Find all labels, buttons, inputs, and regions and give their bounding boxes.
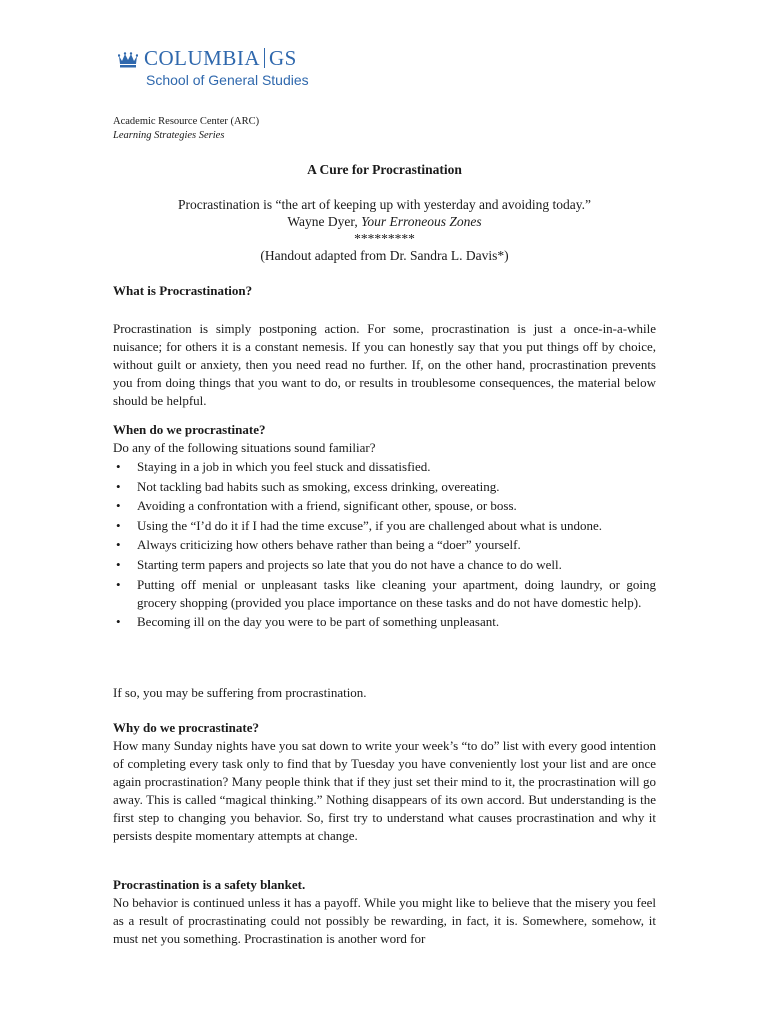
crown-icon <box>118 52 138 68</box>
safety-heading: Procrastination is a safety blanket. <box>113 877 306 892</box>
handout-adapted-line: (Handout adapted from Dr. Sandra L. Davis*) <box>260 248 509 263</box>
list-item: • Always criticizing how others behave rather than being a “doer” yourself. <box>113 536 656 554</box>
list-item: • Not tackling bad habits such as smoking, excess drinking, overeating. <box>113 478 656 496</box>
why-body: How many Sunday nights have you sat down to write your week’s “to do” list with every good intention of completing every task only to find that by Tuesday you have conveniently lost your list and are once again procrastination? Many people think that if they just set their mind to it, the procrastination will go away. This is called “magical thinking.” Nothing disappears of its own accord. But understanding is the first step to changing you behavior. So, first try to understand what causes procrastination and why it persists despite momentary attempts at change. <box>113 738 656 843</box>
when-conclusion: If so, you may be suffering from procrastination. <box>113 685 367 700</box>
why-heading: Why do we procrastinate? <box>113 720 260 735</box>
logo-subtitle: School of General Studies <box>146 72 309 88</box>
logo-abbr: GS <box>269 46 297 70</box>
when-intro: Do any of the following situations sound familiar? <box>113 440 376 455</box>
list-item: • Putting off menial or unpleasant tasks like cleaning your apartment, doing laundry, or going grocery shopping (provided you place importance on these tasks and do not have domestic help). <box>113 576 656 612</box>
document-title: A Cure for Procrastination <box>307 162 462 177</box>
logo-wordmark <box>144 46 297 70</box>
resource-center-line: Academic Resource Center (ARC) <box>113 116 260 127</box>
list-item: • Avoiding a confrontation with a friend, significant other, spouse, or boss. <box>113 497 656 515</box>
list-item: • Using the “I’d do it if I had the time excuse”, if you are challenged about what is undone. <box>113 517 656 535</box>
situations-list <box>113 458 656 633</box>
logo-name: COLUMBIA <box>144 46 261 70</box>
quote-text: Procrastination is “the art of keeping up with yesterday and avoiding today.” <box>177 197 591 212</box>
quote-author: Wayne Dyer, <box>287 214 362 229</box>
series-line: Learning Strategies Series <box>113 130 225 141</box>
quote-separator: ********* <box>354 231 415 246</box>
what-heading: What is Procrastination? <box>113 283 253 298</box>
list-item: • Starting term papers and projects so late that you do not have a chance to do well. <box>113 556 656 574</box>
list-item: • Becoming ill on the day you were to be part of something unpleasant. <box>113 613 656 631</box>
when-heading: When do we procrastinate? <box>113 422 266 437</box>
logo-divider <box>264 48 265 68</box>
list-item: • Staying in a job in which you feel stuck and dissatisfied. <box>113 458 656 476</box>
quote-book: Your Erroneous Zones <box>361 214 482 229</box>
safety-body: No behavior is continued unless it has a payoff. While you might like to believe that the misery you feel as a result of procrastinating could not possibly be rewarding, in fact, it is. Somewhere, somehow, it must net you something. Procrastination is another word for <box>113 895 656 946</box>
quote-attribution <box>113 213 656 230</box>
what-body: Procrastination is simply postponing action. For some, procrastination is just a once-in-a-while nuisance; for others it is a constant nemesis. If you can honestly say that you put things off by choice, without guilt or anxiety, then you need read no further. If, on the other hand, procrastination prevents you from doing things that you want to do, or results in troublesome consequences, the material below should be helpful. <box>113 321 656 408</box>
